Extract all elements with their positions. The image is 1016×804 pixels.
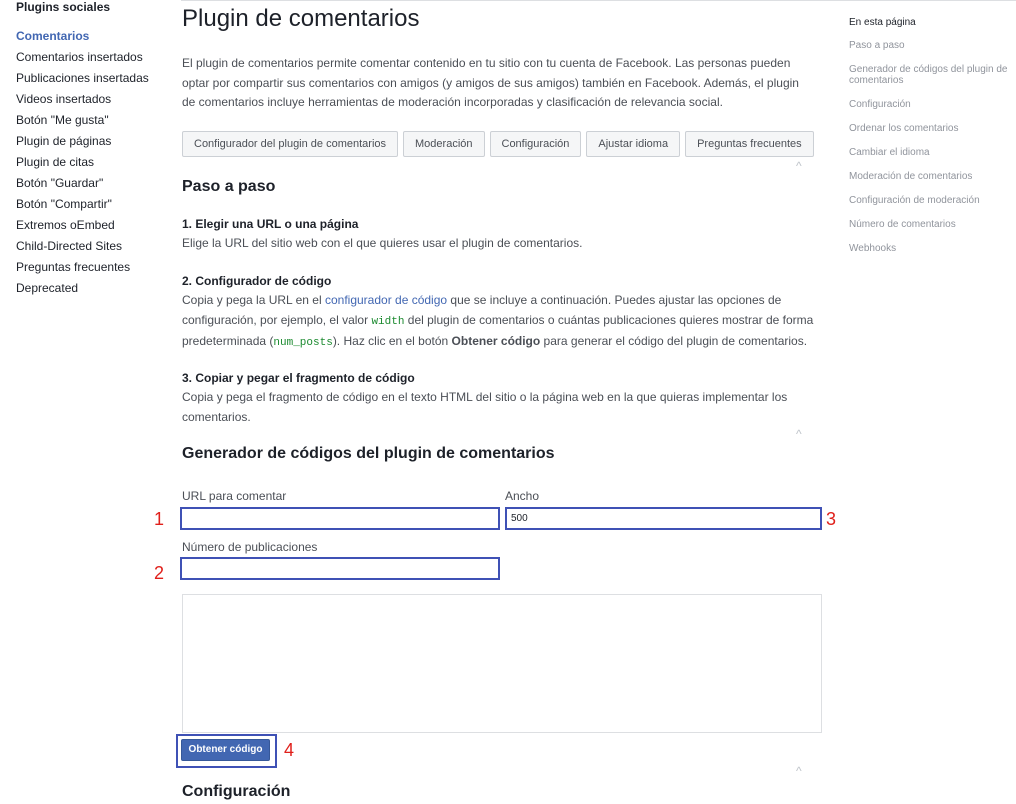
sidebar-item-boton-guardar[interactable]: Botón "Guardar": [16, 176, 104, 190]
code-configurator-link[interactable]: configurador de código: [324, 293, 448, 307]
section-tabs: [182, 131, 814, 157]
toc-item-ordenar-comentarios[interactable]: Ordenar los comentarios: [849, 123, 959, 134]
toc-item-cambiar-idioma[interactable]: Cambiar el idioma: [849, 147, 930, 158]
tab-ajustar-idioma[interactable]: Ajustar idioma: [586, 131, 680, 157]
top-divider: [181, 0, 1016, 1]
toc-item-configuracion[interactable]: Configuración: [849, 99, 911, 110]
marker-3: 3: [826, 509, 837, 529]
marker-2: 2: [154, 563, 165, 583]
step-1: [182, 216, 822, 254]
sidebar-item-videos-insertados[interactable]: Videos insertados: [16, 92, 112, 106]
tab-configurador[interactable]: Configurador del plugin de comentarios: [182, 131, 398, 157]
step-2-title: 2. Configurador de código: [182, 274, 332, 288]
step-1-title: 1. Elegir una URL o una página: [182, 217, 359, 231]
step-2-bold: Obtener código: [451, 334, 541, 348]
width-label: Ancho: [505, 489, 540, 503]
step-1-text: Elige la URL del sitio web con el que quieres usar el plugin de comentarios.: [182, 236, 583, 250]
marker-4: 4: [284, 740, 295, 760]
sidebar-list: [16, 26, 176, 299]
tab-moderacion[interactable]: Moderación: [403, 131, 484, 157]
step-3-text: Copia y pega el fragmento de código en el texto HTML del sitio o la página web en la que quieras implementar los comentarios.: [182, 390, 788, 424]
toc-heading: En esta página: [849, 17, 916, 28]
toc-item-webhooks[interactable]: Webhooks: [849, 243, 897, 254]
toc-item-numero-comentarios[interactable]: Número de comentarios: [849, 219, 956, 230]
step-2-text-part: para generar el código del plugin de comentarios.: [540, 334, 808, 348]
sidebar-heading: Plugins sociales: [16, 0, 111, 14]
sidebar-item-boton-compartir[interactable]: Botón "Compartir": [16, 197, 112, 211]
code-output-textarea[interactable]: [182, 594, 822, 733]
sidebar-item-deprecated[interactable]: Deprecated: [16, 281, 79, 295]
sidebar-item-plugin-de-paginas[interactable]: Plugin de páginas: [16, 134, 112, 148]
back-to-top-icon[interactable]: ^: [796, 159, 802, 173]
sidebar-item-boton-me-gusta[interactable]: Botón "Me gusta": [16, 113, 109, 127]
step-3-title: 3. Copiar y pegar el fragmento de código: [182, 371, 415, 385]
section-heading-paso-a-paso: Paso a paso: [182, 178, 276, 195]
toc-item-paso-a-paso[interactable]: Paso a paso: [849, 40, 905, 51]
sidebar-item-publicaciones-insertadas[interactable]: Publicaciones insertadas: [16, 71, 149, 85]
toc-item-configuracion-moderacion[interactable]: Configuración de moderación: [849, 195, 980, 206]
intro-paragraph: El plugin de comentarios permite comentar contenido en tu sitio con tu cuenta de Facebook. Las personas pueden optar por compartir sus comentarios con amigos (y amigos de sus amigos) también en Facebook. Además, el plugin de comentarios incluye herramientas de moderación incorporadas y clasificación de relevancia social.: [182, 56, 799, 109]
toc-item-moderacion-comentarios[interactable]: Moderación de comentarios: [849, 171, 973, 182]
section-heading-generador: Generador de códigos del plugin de comentarios: [182, 445, 555, 462]
marker-1: 1: [154, 509, 165, 529]
page-title: Plugin de comentarios: [182, 5, 420, 32]
get-code-button[interactable]: Obtener código: [181, 739, 270, 761]
code-num-posts: num_posts: [273, 337, 333, 349]
tab-configuracion[interactable]: Configuración: [490, 131, 582, 157]
step-2-text-part: ). Haz clic en el botón: [332, 334, 452, 348]
sidebar-item-child-directed-sites[interactable]: Child-Directed Sites: [16, 239, 123, 253]
url-label: URL para comentar: [182, 489, 287, 503]
page-toc: [849, 16, 1009, 267]
code-width: width: [371, 315, 405, 328]
step-3: [182, 370, 822, 427]
width-input[interactable]: [505, 507, 822, 530]
sidebar-item-preguntas-frecuentes[interactable]: Preguntas frecuentes: [16, 260, 131, 274]
toc-list: [849, 40, 1009, 254]
section-heading-configuracion: Configuración: [182, 783, 291, 800]
back-to-top-icon[interactable]: ^: [796, 764, 802, 778]
posts-label: Número de publicaciones: [182, 540, 318, 554]
step-2-text-part: que se incluye a continuación. Puedes ajustar las opciones de configuración, por ejemplo, el valor: [182, 293, 782, 327]
posts-input[interactable]: [180, 557, 500, 580]
back-to-top-icon[interactable]: ^: [796, 427, 802, 441]
sidebar-item-comentarios[interactable]: Comentarios: [16, 29, 90, 43]
url-input[interactable]: [180, 507, 500, 530]
tab-preguntas-frecuentes[interactable]: Preguntas frecuentes: [685, 131, 814, 157]
sidebar-item-comentarios-insertados[interactable]: Comentarios insertados: [16, 50, 143, 64]
step-2-text: [182, 291, 822, 354]
step-2-text-part: del plugin de comentarios o cuántas publicaciones quieres mostrar de forma predeterminada (: [182, 312, 814, 348]
get-code-button-highlight: [176, 734, 277, 768]
sidebar-item-plugin-de-citas[interactable]: Plugin de citas: [16, 155, 95, 169]
sidebar-item-extremos-oembed[interactable]: Extremos oEmbed: [16, 218, 115, 232]
toc-item-generador[interactable]: Generador de códigos del plugin de comentarios: [849, 64, 1008, 86]
left-sidebar: [16, 0, 176, 299]
step-2-text-part: Copia y pega la URL en el: [182, 293, 325, 307]
step-2: [182, 273, 822, 354]
